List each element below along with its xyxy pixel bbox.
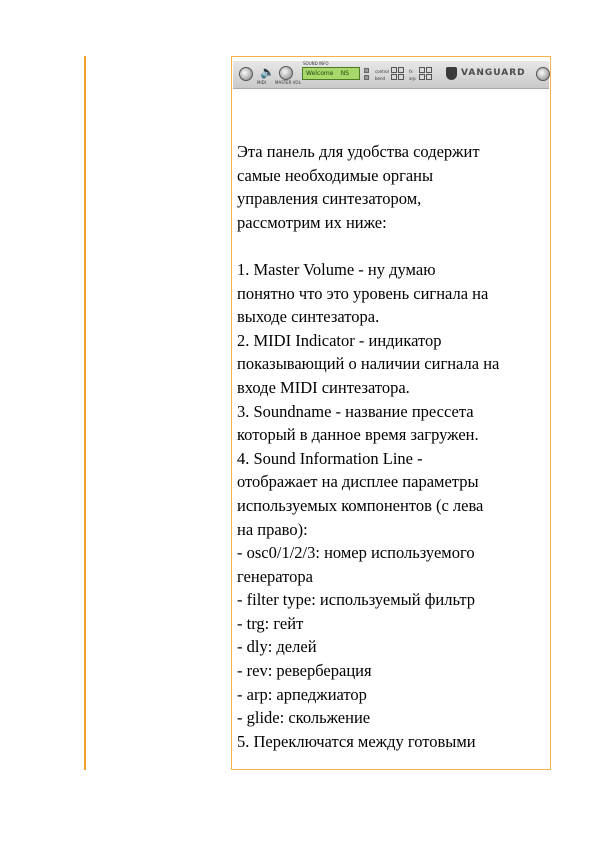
toggle-button-2 (398, 67, 404, 73)
text-line: 5. Переключатся между готовыми (237, 731, 476, 751)
text-line: рассмотрим их ниже: (237, 212, 387, 232)
text-line: - rev: реверберация (237, 661, 372, 681)
vanguard-logo (446, 66, 534, 80)
toggle-button-3 (391, 74, 397, 80)
text-line: отображает на дисплее параметры (237, 472, 479, 492)
toggle-button-5 (419, 67, 425, 73)
text-line: который в данное время загружен. (237, 425, 479, 445)
text-line: входе MIDI синтезатора. (237, 377, 410, 397)
text-line: 4. Sound Information Line - (237, 448, 423, 468)
text-line: Эта панель для удобства содержит (237, 142, 480, 161)
shield-icon (446, 67, 457, 80)
text-line: - arp: арпеджиатор (237, 684, 367, 704)
settings-knob-icon (239, 67, 253, 81)
sound-name-text: Welcome (306, 70, 334, 77)
logo-text: VANGUARD (461, 68, 526, 78)
text-line: выходе синтезатора. (237, 307, 380, 327)
control-label: control (375, 69, 389, 74)
preset-down-button (364, 75, 369, 80)
text-line: - filter type: используемый фильтр (237, 590, 476, 610)
toggle-button-6 (426, 67, 432, 73)
toggle-button-4 (398, 74, 404, 80)
text-line: - osc0/1/2/3: номер используемого (237, 543, 475, 563)
toggle-button-7 (419, 74, 425, 80)
arp-label: arp (409, 76, 416, 81)
preset-up-button (364, 68, 369, 73)
text-line: генератора (237, 566, 313, 586)
bend-label: bend (375, 76, 386, 81)
text-line: на право): (237, 519, 308, 539)
paragraph-gap (237, 234, 549, 258)
text-line: - dly: делей (237, 637, 317, 657)
speaker-icon: 🔈 (260, 65, 275, 79)
text-line: - glide: скольжение (237, 708, 371, 728)
edge-knob-icon (536, 67, 550, 81)
fx-label: fx (409, 69, 413, 74)
text-line: используемых компонентов (с лева (237, 495, 484, 515)
left-margin-rule (84, 56, 86, 770)
text-line: 1. Master Volume - ну думаю (237, 259, 436, 279)
text-line: понятно что это уровень сигнала на (237, 283, 489, 303)
sound-name-display (302, 67, 360, 80)
text-line: - trg: гейт (237, 613, 304, 633)
text-line: самые необходимые органы (237, 165, 434, 185)
text-line: 2. MIDI Indicator - индикатор (237, 330, 442, 350)
text-line: 3. Soundname - название прессета (237, 401, 474, 421)
sound-ns-text: NS (340, 70, 349, 77)
master-vol-label: MASTER VOL (275, 80, 301, 85)
master-volume-knob-icon (279, 66, 293, 80)
text-line: показывающий о наличии сигнала на (237, 354, 500, 374)
text-line: управления синтезатором, (237, 189, 422, 209)
sound-info-label: SOUND INFO (303, 61, 329, 66)
synth-toolbar-image (233, 61, 549, 89)
toggle-button-1 (391, 67, 397, 73)
midi-label: MIDI (257, 80, 266, 85)
article-text (237, 140, 549, 753)
toggle-button-8 (426, 74, 432, 80)
